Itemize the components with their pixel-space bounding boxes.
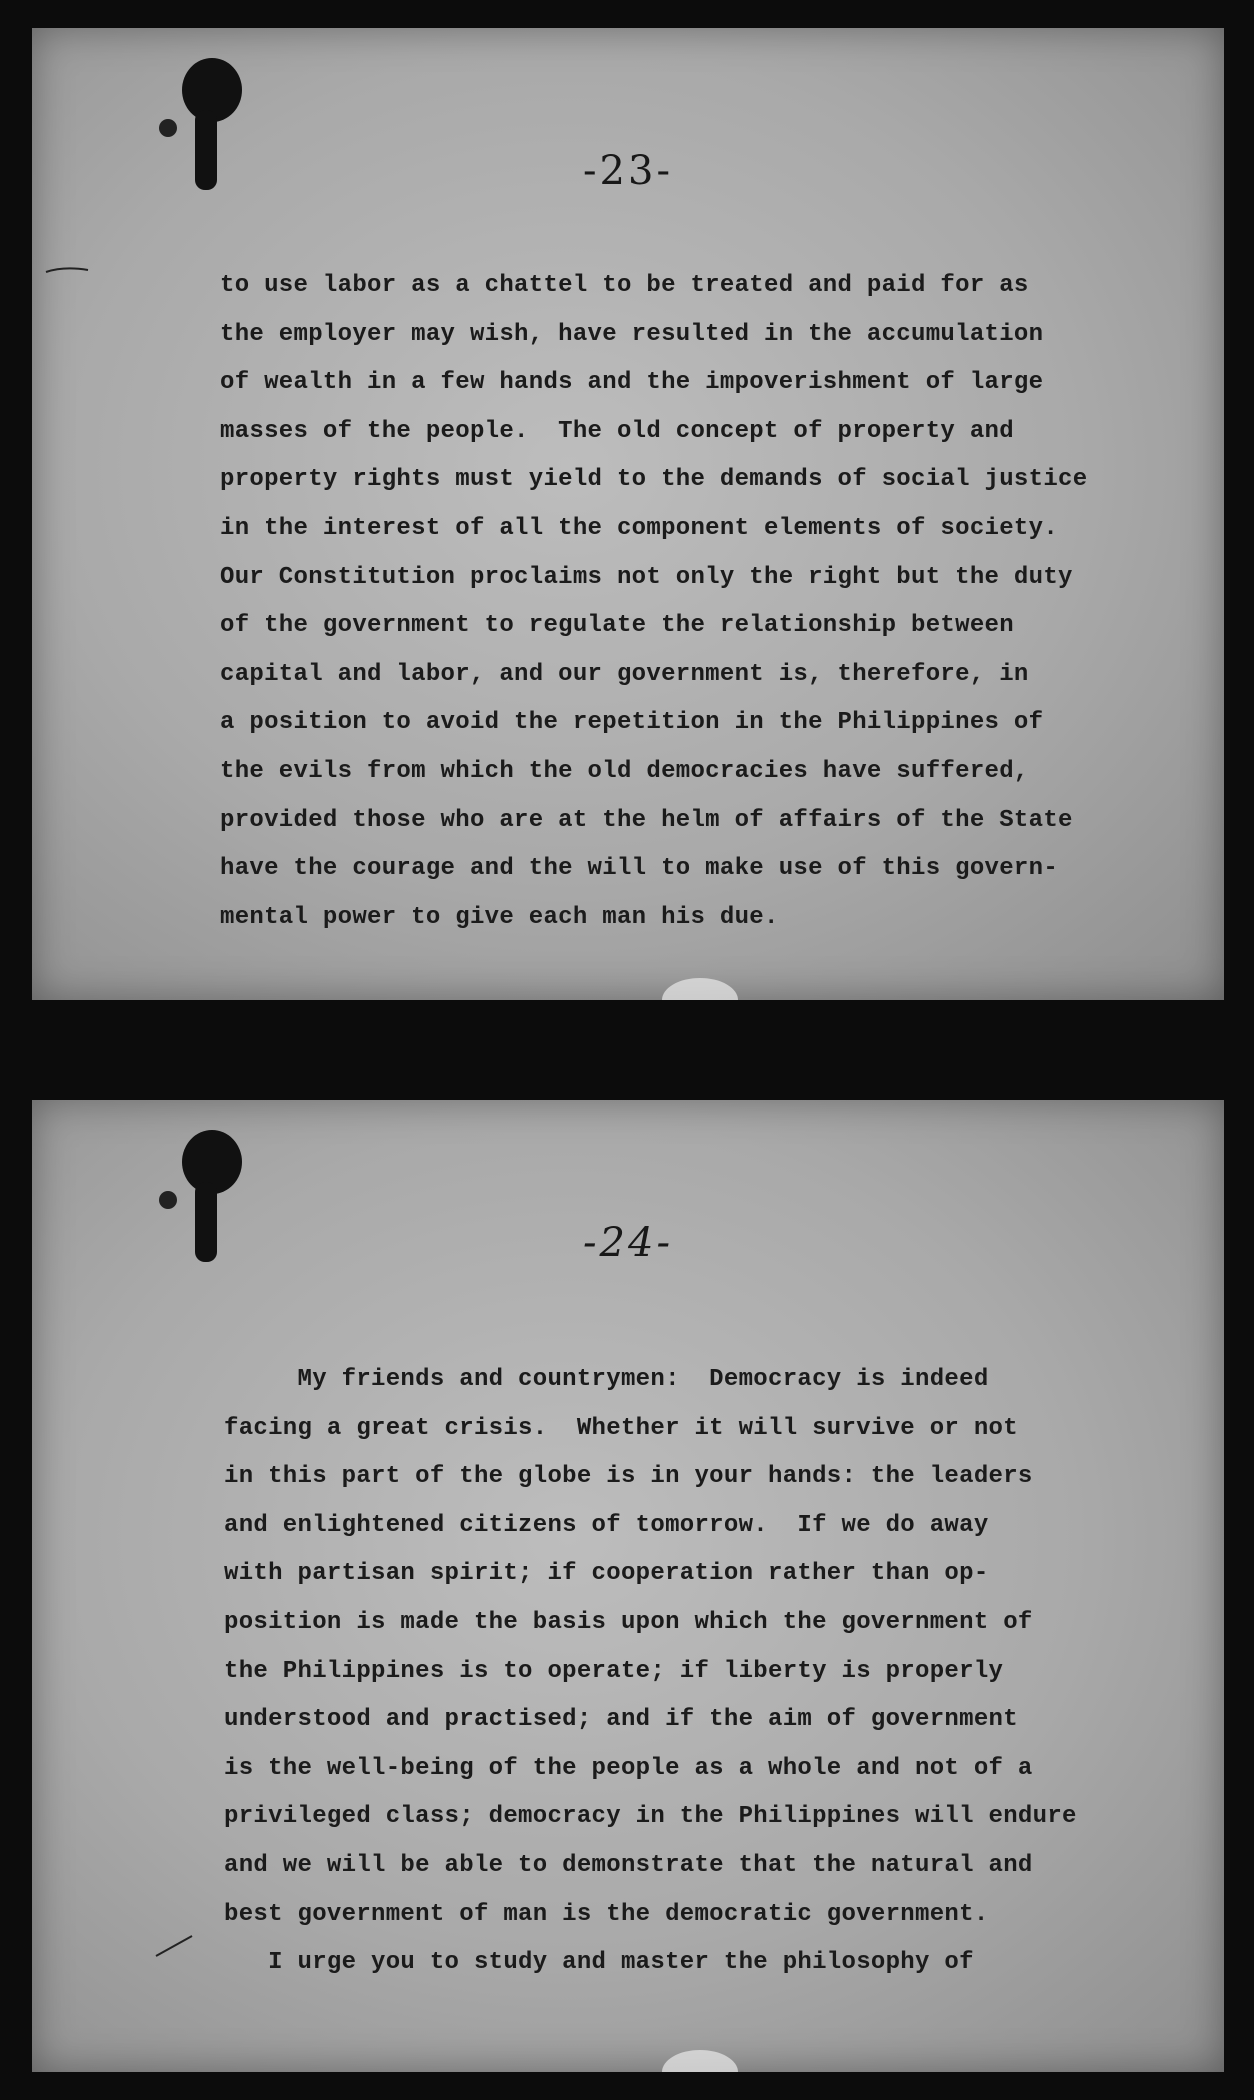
text-line: property rights must yield to the demands of social justice <box>220 466 1088 494</box>
text-line: of wealth in a few hands and the impoverishment of large <box>220 369 1044 397</box>
page-number: -24- <box>583 1220 673 1266</box>
text-line: in this part of the globe is in your hands: the leaders <box>224 1463 1033 1491</box>
text-line: Our Constitution proclaims not only the right but the duty <box>220 563 1073 591</box>
text-line: My friends and countrymen: Democracy is indeed <box>224 1366 989 1393</box>
text-line: and enlightened citizens of tomorrow. If we do away <box>224 1511 989 1539</box>
text-line: with partisan spirit; if cooperation rather than op- <box>224 1560 989 1588</box>
text-line: provided those who are at the helm of affairs of the State <box>220 806 1073 834</box>
page-body-text <box>220 262 1087 942</box>
document-page-24 <box>32 1100 1224 2072</box>
text-line: in the interest of all the component elements of society. <box>220 514 1059 542</box>
text-line: best government of man is the democratic government. <box>224 1900 989 1928</box>
text-line: and we will be able to demonstrate that the natural and <box>224 1851 1033 1879</box>
page-body-text <box>224 1356 1077 1988</box>
pin-hole <box>662 2050 738 2072</box>
text-line: privileged class; democracy in the Philippines will endure <box>224 1803 1077 1831</box>
text-line: facing a great crisis. Whether it will survive or not <box>224 1414 1018 1442</box>
text-line: of the government to regulate the relationship between <box>220 612 1014 640</box>
pin-hole <box>662 978 738 1000</box>
text-line: I urge you to study and master the philosophy of <box>224 1949 974 1977</box>
margin-mark <box>152 1930 202 1960</box>
margin-mark <box>44 260 94 280</box>
text-line: mental power to give each man his due. <box>220 903 779 931</box>
text-line: position is made the basis upon which the government of <box>224 1608 1033 1636</box>
text-line: capital and labor, and our government is, therefore, in <box>220 660 1029 688</box>
page-number: -23- <box>583 148 673 194</box>
text-line: is the well-being of the people as a whole and not of a <box>224 1754 1033 1782</box>
text-line: the Philippines is to operate; if liberty is properly <box>224 1657 1004 1685</box>
document-page-23 <box>32 28 1224 1000</box>
text-line: to use labor as a chattel to be treated and paid for as <box>220 272 1029 299</box>
text-line: understood and practised; and if the aim of government <box>224 1706 1018 1734</box>
text-line: the evils from which the old democracies have suffered, <box>220 757 1029 785</box>
text-line: have the courage and the will to make use of this govern- <box>220 855 1059 883</box>
text-line: masses of the people. The old concept of property and <box>220 417 1014 445</box>
text-line: the employer may wish, have resulted in the accumulation <box>220 320 1044 348</box>
text-line: a position to avoid the repetition in the Philippines of <box>220 709 1044 737</box>
